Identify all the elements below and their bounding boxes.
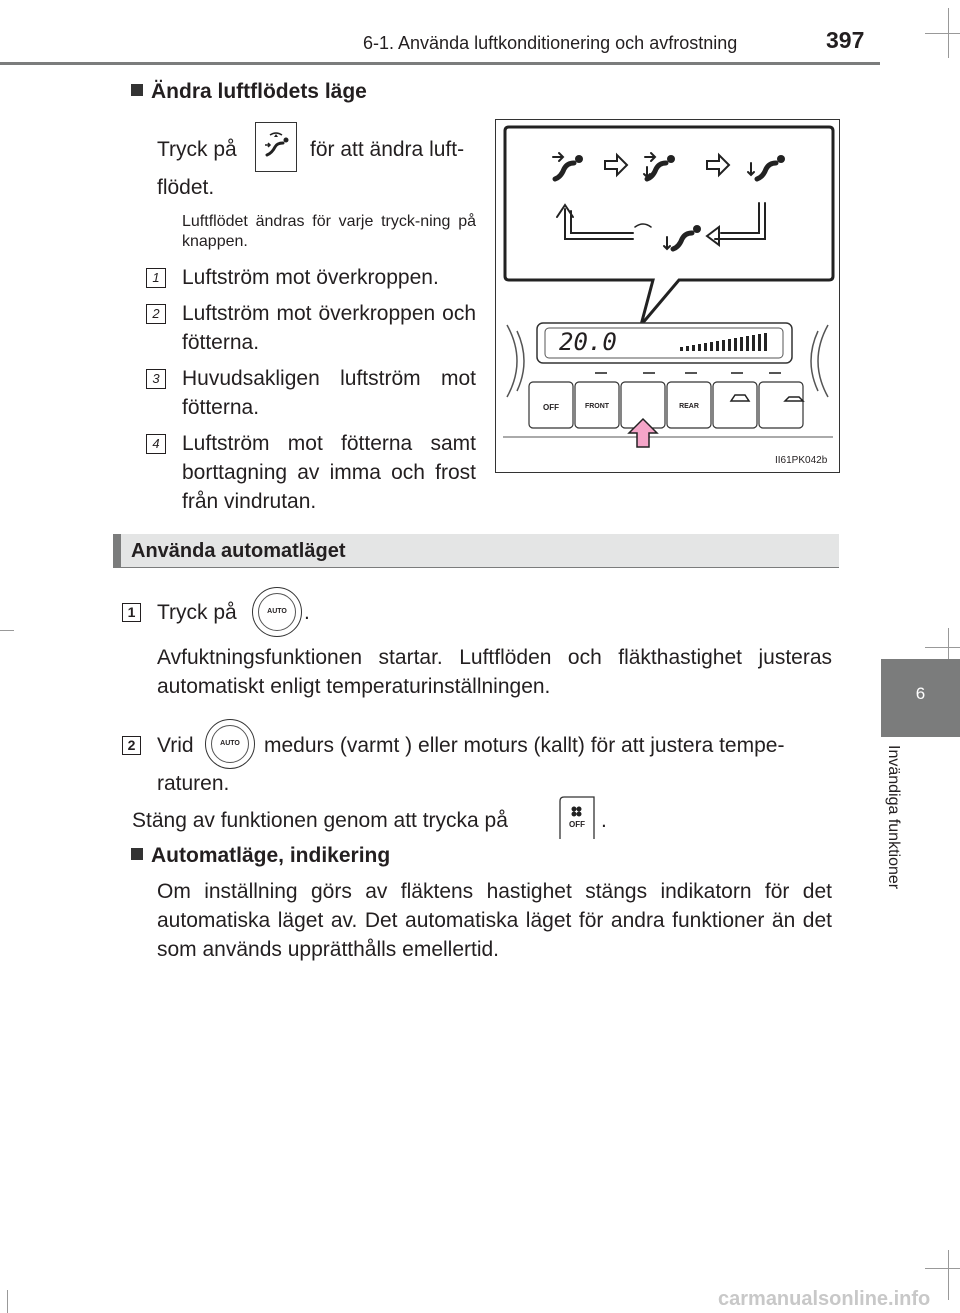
panel-button-front: FRONT bbox=[584, 403, 610, 410]
step2-suffix-line2: raturen. bbox=[157, 772, 230, 795]
chapter-tab: 6 bbox=[881, 659, 960, 737]
airflow-heading: Ändra luftflödets läge bbox=[131, 80, 367, 104]
step-number: 2 bbox=[122, 736, 141, 755]
item-number: 2 bbox=[146, 304, 166, 324]
item-text: Luftström mot fötterna samt borttagning av imma och frost från vindrutan. bbox=[182, 432, 476, 513]
off-button-label: OFF bbox=[569, 820, 585, 829]
press-suffix: för att ändra luft- bbox=[310, 138, 465, 161]
climate-panel-illustration bbox=[495, 119, 840, 473]
airflow-mode-button-icon bbox=[255, 122, 297, 172]
item-number: 4 bbox=[146, 434, 166, 454]
step1-suffix: . bbox=[304, 601, 310, 624]
step2-prefix: Vrid bbox=[157, 734, 194, 757]
item-text: Luftström mot överkroppen. bbox=[182, 266, 439, 289]
airflow-note: Luftflödet ändras för varje tryck-ning på knappen. bbox=[182, 213, 476, 250]
step2-suffix: medurs (varmt ) eller moturs (kallt) för att justera tempe- bbox=[264, 734, 785, 757]
indicator-body: Om inställning görs av fläktens hastighet stängs indikatorn för det automatiska läget av. Det automatiska läget för andra funktioner än det som används upprätthålls emellertid. bbox=[157, 880, 832, 961]
illustration-code: II61PK042b bbox=[775, 455, 828, 466]
chapter-side-label: Invändiga funktioner bbox=[885, 745, 902, 890]
square-bullet-icon bbox=[131, 848, 143, 860]
panel-button-rear: REAR bbox=[679, 403, 699, 410]
watermark: carmanualsonline.info bbox=[718, 1288, 931, 1310]
header-rule bbox=[0, 62, 880, 65]
item-text: Luftström mot överkroppen och fötterna. bbox=[182, 302, 476, 354]
section-heading-auto: Använda automatläget bbox=[113, 534, 839, 568]
auto-knob-icon: AUTO bbox=[252, 587, 302, 637]
display-temperature: 20.0 bbox=[559, 328, 617, 356]
square-bullet-icon bbox=[131, 84, 143, 96]
item-number: 3 bbox=[146, 369, 166, 389]
indicator-heading: Automatläge, indikering bbox=[131, 844, 390, 868]
press-prefix: Tryck på bbox=[157, 138, 237, 161]
panel-button-off: OFF bbox=[543, 403, 559, 412]
chapter-title: 6-1. Använda luftkonditionering och avfrostning bbox=[363, 33, 738, 53]
page-number: 397 bbox=[826, 27, 865, 53]
step1-body: Avfuktningsfunktionen startar. Luftflöden och fläkthastighet justeras automatiskt enligt temperaturinställningen. bbox=[157, 646, 832, 698]
off-suffix: . bbox=[601, 809, 607, 832]
off-button-icon bbox=[550, 795, 596, 841]
item-text: Huvudsakligen luftström mot fötterna. bbox=[182, 367, 476, 419]
item-number: 1 bbox=[146, 268, 166, 288]
off-instruction: Stäng av funktionen genom att trycka på bbox=[132, 809, 508, 832]
auto-knob-icon: AUTO bbox=[205, 719, 255, 769]
step-number: 1 bbox=[122, 603, 141, 622]
step1-prefix: Tryck på bbox=[157, 601, 237, 624]
press-suffix-line2: flödet. bbox=[157, 176, 215, 199]
